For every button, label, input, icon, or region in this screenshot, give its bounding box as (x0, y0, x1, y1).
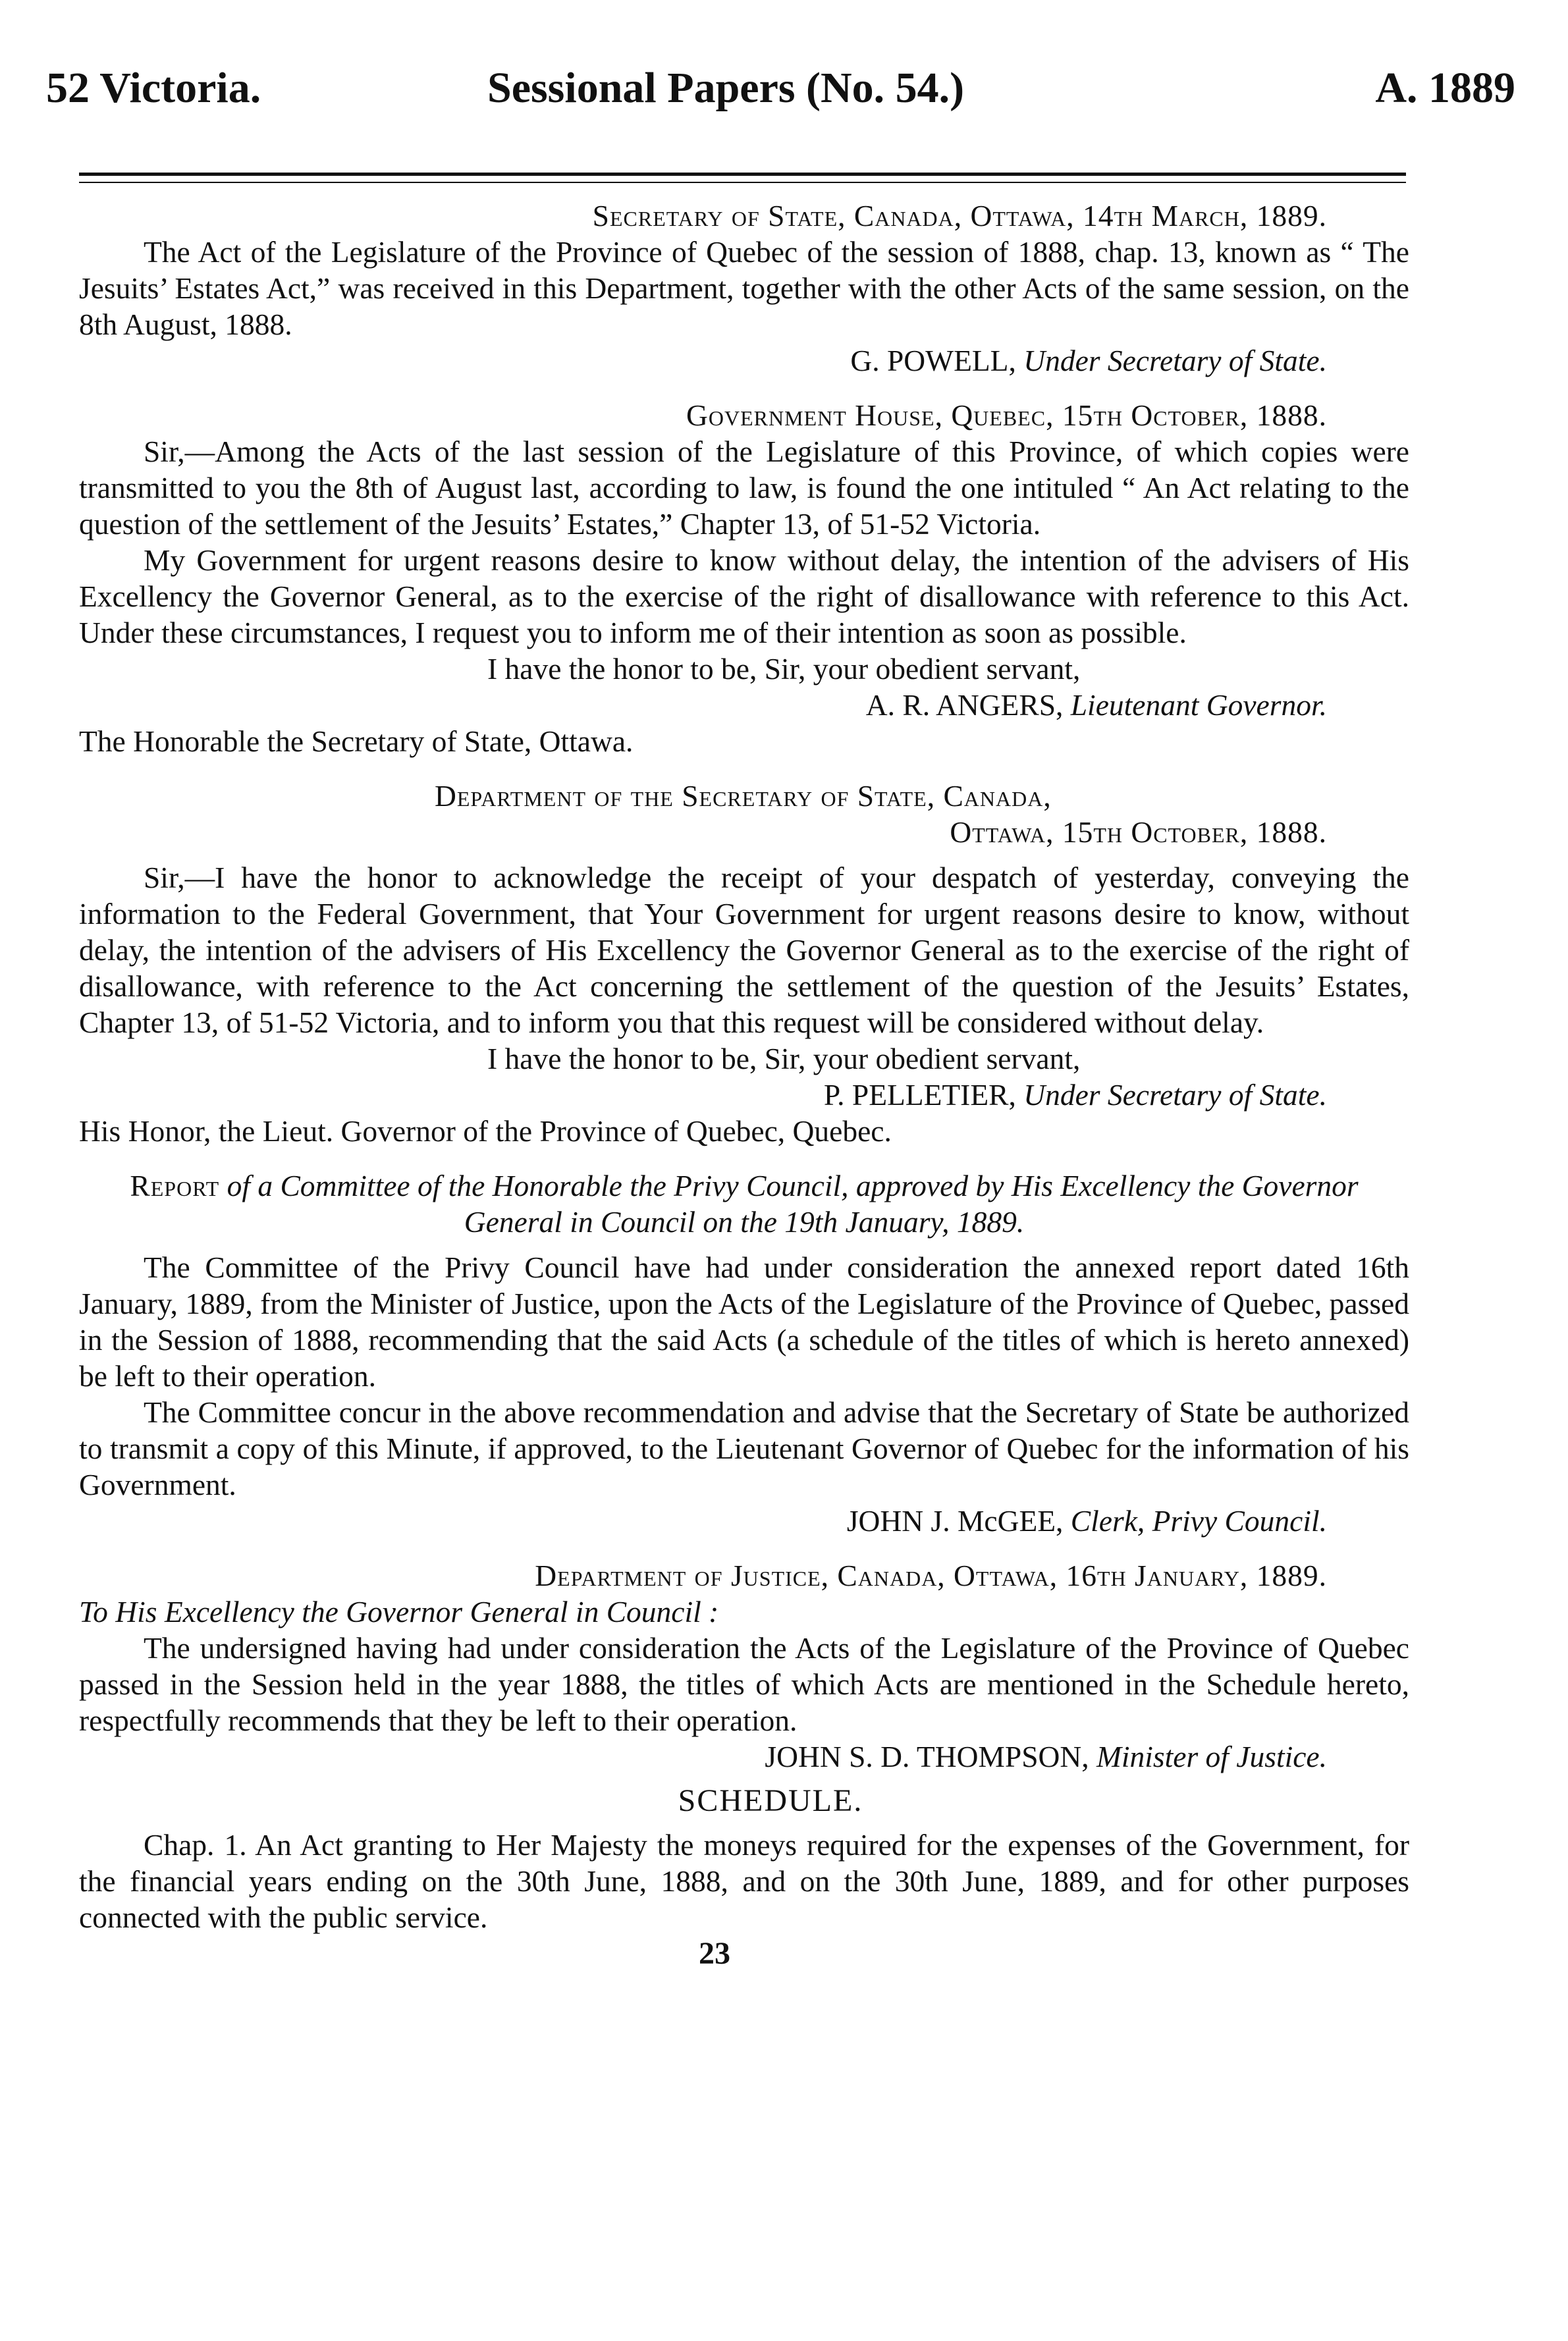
doc4-signer-title: Minister of Justice. (1096, 1740, 1327, 1773)
report-para2: The Committee concur in the above recommendation and advise that the Secretary of State be authorized to transmit a copy of this Minute, if approved, to the Lieutenant Governor of Quebec for the information of his Government. (79, 1395, 1409, 1501)
report-signature (79, 1503, 1409, 1539)
report-signer-title: Clerk, Privy Council. (1070, 1504, 1327, 1538)
doc3-heading-line1: Department of the Secretary of State, Canada, (435, 779, 1052, 813)
doc2-para1: Sir,—Among the Acts of the last session of the Legislature of this Province, of which copies were transmitted to you the 8th of August last, according to law, is found the one intituled “ An Act relating to the question of the settlement of the Jesuits’ Estates,” Chapter 13, of 51-52 Victoria. (79, 435, 1409, 541)
doc3-signer-title: Under Secretary of State. (1023, 1078, 1327, 1112)
doc2-signer-title: Lieutenant Governor. (1070, 688, 1327, 722)
running-header (46, 63, 1522, 122)
report-lead: Report (130, 1169, 220, 1202)
doc3-closing: I have the honor to be, Sir, your obedient servant, (487, 1042, 1081, 1075)
doc2-heading: Government House, Quebec, 15th October, 1888. (686, 398, 1327, 432)
document-body (79, 198, 1409, 1972)
schedule-chap1: Chap. 1. An Act granting to Her Majesty the moneys required for the expenses of the Government, for the financial years ending on the 30th June, 1888, and on the 30th June, 1889, and for other purposes connected with the public service. (79, 1828, 1409, 1934)
report-signer-name: JOHN J. McGEE, (846, 1504, 1064, 1538)
doc3-addressee: His Honor, the Lieut. Governor of the Province of Quebec, Quebec. (79, 1114, 892, 1148)
doc2-closing: I have the honor to be, Sir, your obedient servant, (487, 652, 1081, 686)
report-title-rest: of a Committee of the Honorable the Privy Council, approved by His Excellency the Governor General in Council on the 19th January, 1889. (227, 1169, 1359, 1239)
doc1-signature (79, 342, 1409, 379)
doc1-heading: Secretary of State, Canada, Ottawa, 14th March, 1889. (592, 199, 1327, 232)
doc4-signature (79, 1738, 1409, 1775)
doc3-heading-line2: Ottawa, 15th October, 1888. (950, 815, 1327, 849)
header-rule-thin (79, 182, 1406, 183)
header-rule-thick (79, 173, 1406, 176)
doc3-para1: Sir,—I have the honor to acknowledge the receipt of your despatch of yesterday, conveying the information to the Federal Government, that Your Government for urgent reasons desire to know, without delay, the intention of the advisers of His Excellency the Governor General as to the exercise of the right of disallowance, with reference to the Act concerning the settlement of the question of the Jesuits’ Estates, Chapter 13, of 51-52 Victoria, and to inform you that this request will be considered without delay. (79, 861, 1409, 1039)
doc4-signer-name: JOHN S. D. THOMPSON, (765, 1740, 1089, 1773)
schedule-title: SCHEDULE. (678, 1783, 863, 1818)
doc1-signer-name: G. POWELL, (850, 344, 1016, 377)
doc2-signature (79, 687, 1409, 723)
report-title (79, 1168, 1409, 1240)
doc3-signature (79, 1077, 1409, 1113)
doc2-para2: My Government for urgent reasons desire to know without delay, the intention of the advisers of His Excellency the Governor General, as to the exercise of the right of disallowance with reference to this Act. Under these circumstances, I request you to inform me of their intention as soon as possible. (79, 543, 1409, 649)
header-sessional-papers: Sessional Papers (No. 54.) (487, 64, 965, 112)
doc4-salutation: To His Excellency the Governor General in Council : (79, 1595, 719, 1628)
doc2-addressee: The Honorable the Secretary of State, Ottawa. (79, 724, 634, 758)
report-para1: The Committee of the Privy Council have had under consideration the annexed report dated 16th January, 1889, from the Minister of Justice, upon the Acts of the Legislature of the Province of Quebec, passed in the Session of 1888, recommending that the said Acts (a schedule of the titles of which is hereto annexed) be left to their operation. (79, 1251, 1409, 1393)
doc2-signer-name: A. R. ANGERS, (865, 688, 1064, 722)
doc4-heading: Department of Justice, Canada, Ottawa, 16th January, 1889. (535, 1559, 1327, 1592)
doc4-para1: The undersigned having had under consideration the Acts of the Legislature of the Province of Quebec passed in the Session held in the year 1888, the titles of which Acts are mentioned in the Schedule hereto, respectfully recommends that they be left to their operation. (79, 1631, 1409, 1737)
doc1-text: The Act of the Legislature of the Province of Quebec of the session of 1888, chap. 13, known as “ The Jesuits’ Estates Act,” was received in this Department, together with the other Acts of the same session, on the 8th August, 1888. (79, 235, 1409, 341)
header-regnal-year: 52 Victoria. (46, 64, 261, 112)
doc3-signer-name: P. PELLETIER, (823, 1078, 1016, 1112)
page-number: 23 (699, 1936, 730, 1971)
header-year: A. 1889 (1375, 64, 1515, 112)
doc1-signer-title: Under Secretary of State. (1023, 344, 1327, 377)
